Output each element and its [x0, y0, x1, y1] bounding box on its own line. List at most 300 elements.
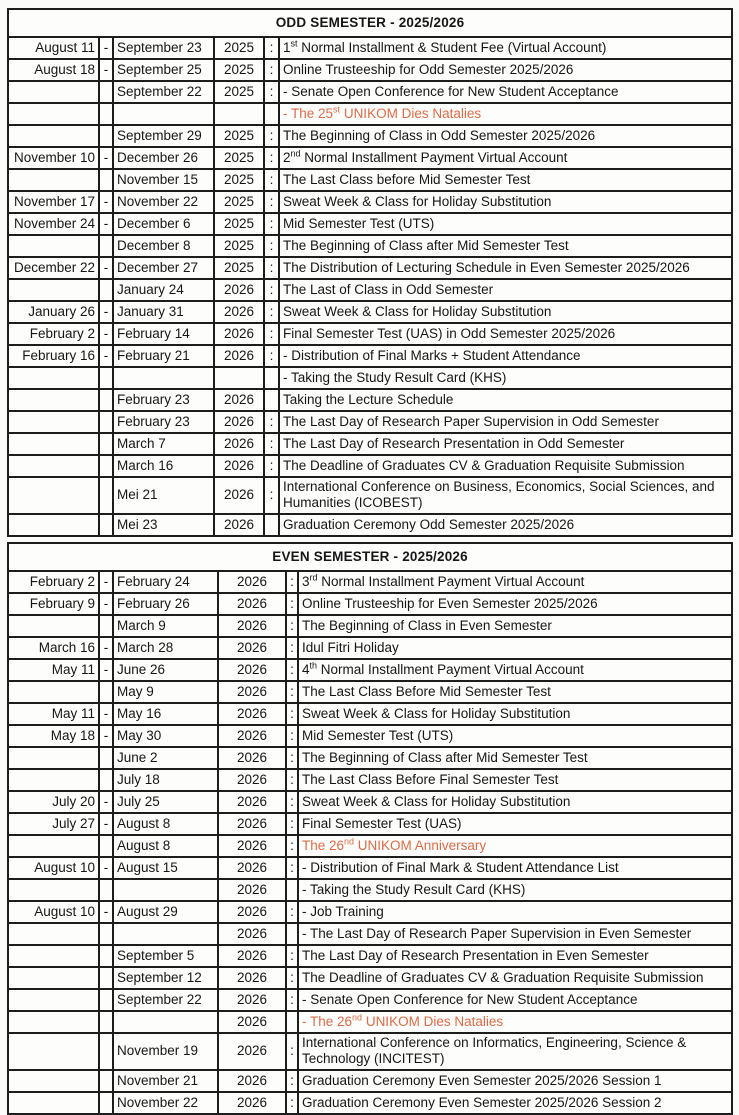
cell-colon: : — [264, 411, 279, 433]
table-row — [8, 301, 732, 323]
table-row — [8, 769, 732, 791]
cell-dash — [99, 103, 113, 125]
cell-start-date: May 11 — [8, 703, 99, 725]
table-row — [8, 411, 732, 433]
cell-end-date: May 16 — [113, 703, 218, 725]
cell-colon: : — [264, 81, 279, 103]
cell-dash — [99, 514, 113, 536]
cell-start-date: January 26 — [8, 301, 99, 323]
cell-dash: - — [99, 901, 113, 923]
cell-colon: : — [264, 345, 279, 367]
table-row — [8, 147, 732, 169]
cell-end-date: February 24 — [113, 571, 218, 593]
cell-end-date: February 23 — [113, 389, 214, 411]
table-row — [8, 279, 732, 301]
cell-colon: : — [264, 477, 279, 514]
cell-year: 2026 — [218, 593, 286, 615]
cell-description: 2nd Normal Installment Payment Virtual Account — [279, 147, 732, 169]
cell-description: International Conference on Business, Economics, Social Sciences, and Humanities (ICOBEST) — [279, 477, 732, 514]
cell-start-date: August 11 — [8, 37, 99, 59]
cell-year: 2026 — [218, 769, 286, 791]
cell-start-date — [8, 411, 99, 433]
cell-end-date: September 22 — [113, 989, 218, 1011]
cell-colon: : — [264, 279, 279, 301]
table-row — [8, 637, 732, 659]
cell-description: Final Semester Test (UAS) — [298, 813, 732, 835]
cell-colon — [264, 367, 279, 389]
cell-end-date: January 31 — [113, 301, 214, 323]
table-row — [8, 455, 732, 477]
cell-year: 2026 — [218, 571, 286, 593]
cell-start-date — [8, 1033, 99, 1070]
cell-end-date: August 15 — [113, 857, 218, 879]
cell-end-date: November 19 — [113, 1033, 218, 1070]
table-row — [8, 703, 732, 725]
cell-end-date: February 26 — [113, 593, 218, 615]
cell-dash — [99, 945, 113, 967]
cell-description: - Taking the Study Result Card (KHS) — [279, 367, 732, 389]
cell-colon: : — [264, 213, 279, 235]
cell-year: 2026 — [218, 637, 286, 659]
cell-description: The Beginning of Class in Odd Semester 2025/2026 — [279, 125, 732, 147]
cell-start-date: May 18 — [8, 725, 99, 747]
cell-dash: - — [99, 257, 113, 279]
cell-year: 2026 — [218, 923, 286, 945]
odd-semester-title: ODD SEMESTER - 2025/2026 — [8, 9, 732, 37]
cell-end-date: June 2 — [113, 747, 218, 769]
cell-dash — [99, 279, 113, 301]
cell-year: 2026 — [218, 967, 286, 989]
cell-end-date: March 7 — [113, 433, 214, 455]
cell-description: 3rd Normal Installment Payment Virtual Account — [298, 571, 732, 593]
cell-colon: : — [286, 615, 298, 637]
cell-description: Idul Fitri Holiday — [298, 637, 732, 659]
cell-start-date — [8, 433, 99, 455]
cell-description: Graduation Ceremony Even Semester 2025/2026 Session 2 — [298, 1092, 732, 1114]
cell-end-date: February 14 — [113, 323, 214, 345]
cell-year: 2026 — [214, 477, 264, 514]
cell-year — [214, 367, 264, 389]
cell-start-date — [8, 923, 99, 945]
cell-dash: - — [99, 37, 113, 59]
cell-end-date: May 9 — [113, 681, 218, 703]
cell-end-date — [113, 367, 214, 389]
cell-description: International Conference on Informatics, Engineering, Science & Technology (INCITEST) — [298, 1033, 732, 1070]
cell-dash — [99, 923, 113, 945]
table-row — [8, 191, 732, 213]
cell-colon: : — [286, 747, 298, 769]
table-row — [8, 681, 732, 703]
cell-start-date: July 27 — [8, 813, 99, 835]
cell-year: 2026 — [218, 725, 286, 747]
cell-dash — [99, 81, 113, 103]
cell-start-date — [8, 989, 99, 1011]
cell-year: 2026 — [214, 411, 264, 433]
cell-year: 2025 — [214, 147, 264, 169]
cell-dash — [99, 1070, 113, 1092]
cell-dash: - — [99, 301, 113, 323]
cell-year: 2026 — [218, 857, 286, 879]
cell-description: The Beginning of Class in Even Semester — [298, 615, 732, 637]
table-row — [8, 389, 732, 411]
cell-year: 2026 — [214, 433, 264, 455]
table-row — [8, 1011, 732, 1033]
cell-dash: - — [99, 571, 113, 593]
table-row — [8, 103, 732, 125]
cell-dash — [99, 367, 113, 389]
cell-colon: : — [286, 1033, 298, 1070]
cell-description: 4th Normal Installment Payment Virtual Account — [298, 659, 732, 681]
table-row — [8, 879, 732, 901]
cell-start-date — [8, 103, 99, 125]
cell-dash — [99, 477, 113, 514]
cell-dash: - — [99, 345, 113, 367]
table-row — [8, 791, 732, 813]
table-row — [8, 923, 732, 945]
cell-description: - The 25st UNIKOM Dies Natalies — [279, 103, 732, 125]
cell-description: The Last Day of Research Presentation in Odd Semester — [279, 433, 732, 455]
cell-description: The Beginning of Class after Mid Semester Test — [298, 747, 732, 769]
cell-end-date: November 15 — [113, 169, 214, 191]
cell-year: 2025 — [214, 125, 264, 147]
cell-year: 2026 — [218, 681, 286, 703]
cell-end-date: September 23 — [113, 37, 214, 59]
cell-colon: : — [264, 59, 279, 81]
table-row — [8, 593, 732, 615]
cell-year: 2026 — [218, 945, 286, 967]
cell-description: - Distribution of Final Marks + Student Attendance — [279, 345, 732, 367]
cell-start-date — [8, 1070, 99, 1092]
cell-year: 2026 — [218, 835, 286, 857]
cell-start-date — [8, 747, 99, 769]
cell-description: Sweat Week & Class for Holiday Substitution — [298, 703, 732, 725]
cell-dash — [99, 1092, 113, 1114]
cell-end-date: September 29 — [113, 125, 214, 147]
table-row — [8, 1092, 732, 1114]
cell-colon: : — [264, 235, 279, 257]
table-row — [8, 1033, 732, 1070]
cell-year: 2026 — [218, 659, 286, 681]
cell-year: 2025 — [214, 81, 264, 103]
cell-dash — [99, 1011, 113, 1033]
table-row — [8, 835, 732, 857]
cell-description: - The 26nd UNIKOM Dies Natalies — [298, 1011, 732, 1033]
cell-dash — [99, 125, 113, 147]
table-header-row — [8, 9, 732, 37]
cell-end-date: March 28 — [113, 637, 218, 659]
cell-end-date: Mei 21 — [113, 477, 214, 514]
cell-start-date: February 2 — [8, 571, 99, 593]
cell-description: The Last Class Before Final Semester Test — [298, 769, 732, 791]
table-row — [8, 323, 732, 345]
cell-start-date — [8, 1092, 99, 1114]
cell-description: Mid Semester Test (UTS) — [298, 725, 732, 747]
cell-colon: : — [286, 703, 298, 725]
cell-description: Sweat Week & Class for Holiday Substitution — [298, 791, 732, 813]
cell-description: The Deadline of Graduates CV & Graduation Requisite Submission — [279, 455, 732, 477]
cell-colon: : — [264, 169, 279, 191]
cell-start-date: November 17 — [8, 191, 99, 213]
cell-colon: : — [264, 37, 279, 59]
cell-start-date — [8, 455, 99, 477]
cell-end-date: November 21 — [113, 1070, 218, 1092]
cell-start-date: July 20 — [8, 791, 99, 813]
cell-start-date: February 9 — [8, 593, 99, 615]
table-row — [8, 235, 732, 257]
table-row — [8, 725, 732, 747]
cell-year: 2026 — [214, 514, 264, 536]
table-row — [8, 257, 732, 279]
cell-end-date: November 22 — [113, 191, 214, 213]
cell-year: 2026 — [214, 389, 264, 411]
cell-start-date — [8, 514, 99, 536]
table-row — [8, 901, 732, 923]
cell-year: 2025 — [214, 235, 264, 257]
cell-start-date: August 18 — [8, 59, 99, 81]
cell-dash — [99, 411, 113, 433]
table-row — [8, 945, 732, 967]
cell-year: 2026 — [218, 1033, 286, 1070]
cell-year: 2026 — [218, 1011, 286, 1033]
cell-description: - Senate Open Conference for New Student Acceptance — [298, 989, 732, 1011]
cell-dash — [99, 879, 113, 901]
cell-colon: : — [286, 593, 298, 615]
cell-colon: : — [286, 769, 298, 791]
cell-start-date — [8, 1011, 99, 1033]
table-row — [8, 213, 732, 235]
cell-colon: : — [286, 1070, 298, 1092]
cell-end-date: January 24 — [113, 279, 214, 301]
cell-end-date: September 25 — [113, 59, 214, 81]
cell-end-date: February 23 — [113, 411, 214, 433]
cell-dash — [99, 1033, 113, 1070]
cell-colon: : — [286, 945, 298, 967]
cell-dash — [99, 455, 113, 477]
table-row — [8, 989, 732, 1011]
cell-colon: : — [286, 681, 298, 703]
cell-description: Sweat Week & Class for Holiday Substitution — [279, 301, 732, 323]
cell-colon: : — [286, 813, 298, 835]
cell-year: 2026 — [218, 747, 286, 769]
cell-end-date: December 27 — [113, 257, 214, 279]
cell-start-date — [8, 279, 99, 301]
cell-year: 2026 — [214, 455, 264, 477]
cell-colon — [264, 103, 279, 125]
cell-end-date: February 21 — [113, 345, 214, 367]
cell-colon: : — [286, 791, 298, 813]
table-row — [8, 345, 732, 367]
cell-year: 2026 — [218, 901, 286, 923]
cell-start-date — [8, 389, 99, 411]
cell-year: 2026 — [218, 879, 286, 901]
cell-colon: : — [286, 989, 298, 1011]
even-semester-title: EVEN SEMESTER - 2025/2026 — [8, 543, 732, 571]
cell-year: 2026 — [214, 279, 264, 301]
cell-start-date: March 16 — [8, 637, 99, 659]
cell-colon: : — [286, 725, 298, 747]
cell-description: The Distribution of Lecturing Schedule in Even Semester 2025/2026 — [279, 257, 732, 279]
cell-colon: : — [286, 857, 298, 879]
cell-colon: : — [286, 835, 298, 857]
cell-colon: : — [264, 455, 279, 477]
cell-year: 2026 — [214, 323, 264, 345]
cell-description: The Deadline of Graduates CV & Graduation Requisite Submission — [298, 967, 732, 989]
cell-description: Mid Semester Test (UTS) — [279, 213, 732, 235]
cell-dash: - — [99, 813, 113, 835]
cell-description: - Taking the Study Result Card (KHS) — [298, 879, 732, 901]
cell-dash — [99, 389, 113, 411]
cell-year: 2026 — [218, 791, 286, 813]
cell-start-date: February 2 — [8, 323, 99, 345]
cell-year: 2026 — [218, 989, 286, 1011]
cell-description: - Distribution of Final Mark & Student Attendance List — [298, 857, 732, 879]
cell-description: Sweat Week & Class for Holiday Substitution — [279, 191, 732, 213]
cell-dash: - — [99, 659, 113, 681]
cell-description: Graduation Ceremony Odd Semester 2025/2026 — [279, 514, 732, 536]
cell-start-date — [8, 367, 99, 389]
cell-end-date — [113, 103, 214, 125]
cell-colon — [286, 923, 298, 945]
cell-description: The Beginning of Class after Mid Semester Test — [279, 235, 732, 257]
cell-end-date: August 29 — [113, 901, 218, 923]
cell-dash — [99, 747, 113, 769]
cell-colon — [264, 514, 279, 536]
table-row — [8, 747, 732, 769]
cell-colon — [264, 389, 279, 411]
cell-colon: : — [264, 301, 279, 323]
cell-description: Taking the Lecture Schedule — [279, 389, 732, 411]
cell-year: 2025 — [214, 257, 264, 279]
cell-colon: : — [286, 1092, 298, 1114]
cell-year: 2025 — [214, 169, 264, 191]
cell-year: 2026 — [218, 703, 286, 725]
cell-start-date — [8, 169, 99, 191]
cell-dash: - — [99, 593, 113, 615]
cell-colon — [286, 1011, 298, 1033]
cell-dash: - — [99, 725, 113, 747]
cell-start-date: August 10 — [8, 901, 99, 923]
cell-dash — [99, 681, 113, 703]
cell-description: 1st Normal Installment & Student Fee (Virtual Account) — [279, 37, 732, 59]
cell-description: The Last Class before Mid Semester Test — [279, 169, 732, 191]
cell-end-date: December 8 — [113, 235, 214, 257]
cell-description: The Last Day of Research Presentation in Even Semester — [298, 945, 732, 967]
cell-dash: - — [99, 59, 113, 81]
cell-start-date — [8, 681, 99, 703]
cell-year: 2025 — [214, 37, 264, 59]
cell-description: - Job Training — [298, 901, 732, 923]
cell-description: Online Trusteeship for Odd Semester 2025/2026 — [279, 59, 732, 81]
cell-start-date — [8, 81, 99, 103]
table-row — [8, 813, 732, 835]
cell-end-date: June 26 — [113, 659, 218, 681]
cell-year — [214, 103, 264, 125]
cell-description: - The Last Day of Research Paper Supervision in Even Semester — [298, 923, 732, 945]
cell-dash — [99, 615, 113, 637]
cell-start-date — [8, 769, 99, 791]
odd-semester-rows — [8, 37, 732, 536]
cell-description: The 26nd UNIKOM Anniversary — [298, 835, 732, 857]
cell-colon: : — [286, 571, 298, 593]
cell-year: 2026 — [218, 615, 286, 637]
cell-dash: - — [99, 147, 113, 169]
cell-end-date: August 8 — [113, 813, 218, 835]
cell-colon — [286, 879, 298, 901]
cell-year: 2025 — [214, 59, 264, 81]
cell-dash — [99, 235, 113, 257]
cell-year: 2026 — [218, 1092, 286, 1114]
cell-start-date — [8, 615, 99, 637]
cell-colon: : — [264, 257, 279, 279]
cell-dash — [99, 989, 113, 1011]
cell-dash — [99, 835, 113, 857]
cell-dash: - — [99, 191, 113, 213]
cell-end-date: March 16 — [113, 455, 214, 477]
cell-end-date: May 30 — [113, 725, 218, 747]
cell-year: 2026 — [214, 345, 264, 367]
cell-end-date: August 8 — [113, 835, 218, 857]
cell-start-date — [8, 125, 99, 147]
cell-start-date — [8, 477, 99, 514]
cell-description: Graduation Ceremony Even Semester 2025/2026 Session 1 — [298, 1070, 732, 1092]
cell-start-date — [8, 235, 99, 257]
cell-dash — [99, 169, 113, 191]
cell-colon: : — [264, 191, 279, 213]
cell-year: 2026 — [214, 301, 264, 323]
cell-colon: : — [286, 967, 298, 989]
cell-end-date: September 22 — [113, 81, 214, 103]
table-row — [8, 857, 732, 879]
cell-end-date: July 18 — [113, 769, 218, 791]
odd-semester-table — [7, 8, 733, 537]
table-row — [8, 169, 732, 191]
cell-start-date: February 16 — [8, 345, 99, 367]
cell-end-date: July 25 — [113, 791, 218, 813]
even-semester-table — [7, 542, 733, 1115]
cell-description: Online Trusteeship for Even Semester 2025/2026 — [298, 593, 732, 615]
cell-colon: : — [286, 637, 298, 659]
cell-description: The Last Class Before Mid Semester Test — [298, 681, 732, 703]
table-row — [8, 367, 732, 389]
table-row — [8, 433, 732, 455]
cell-colon: : — [264, 147, 279, 169]
table-row — [8, 477, 732, 514]
cell-end-date: September 5 — [113, 945, 218, 967]
cell-start-date: August 10 — [8, 857, 99, 879]
cell-dash: - — [99, 791, 113, 813]
cell-end-date — [113, 923, 218, 945]
table-row — [8, 59, 732, 81]
cell-description: The Last of Class in Odd Semester — [279, 279, 732, 301]
cell-colon: : — [264, 323, 279, 345]
cell-end-date: March 9 — [113, 615, 218, 637]
cell-dash: - — [99, 323, 113, 345]
table-row — [8, 571, 732, 593]
cell-year: 2026 — [218, 813, 286, 835]
cell-colon: : — [264, 433, 279, 455]
cell-end-date: November 22 — [113, 1092, 218, 1114]
cell-description: Final Semester Test (UAS) in Odd Semester 2025/2026 — [279, 323, 732, 345]
cell-colon: : — [286, 901, 298, 923]
cell-dash — [99, 769, 113, 791]
cell-year: 2025 — [214, 191, 264, 213]
cell-year: 2025 — [214, 213, 264, 235]
cell-start-date: May 11 — [8, 659, 99, 681]
table-row — [8, 125, 732, 147]
cell-start-date: November 24 — [8, 213, 99, 235]
cell-start-date — [8, 835, 99, 857]
cell-end-date — [113, 1011, 218, 1033]
